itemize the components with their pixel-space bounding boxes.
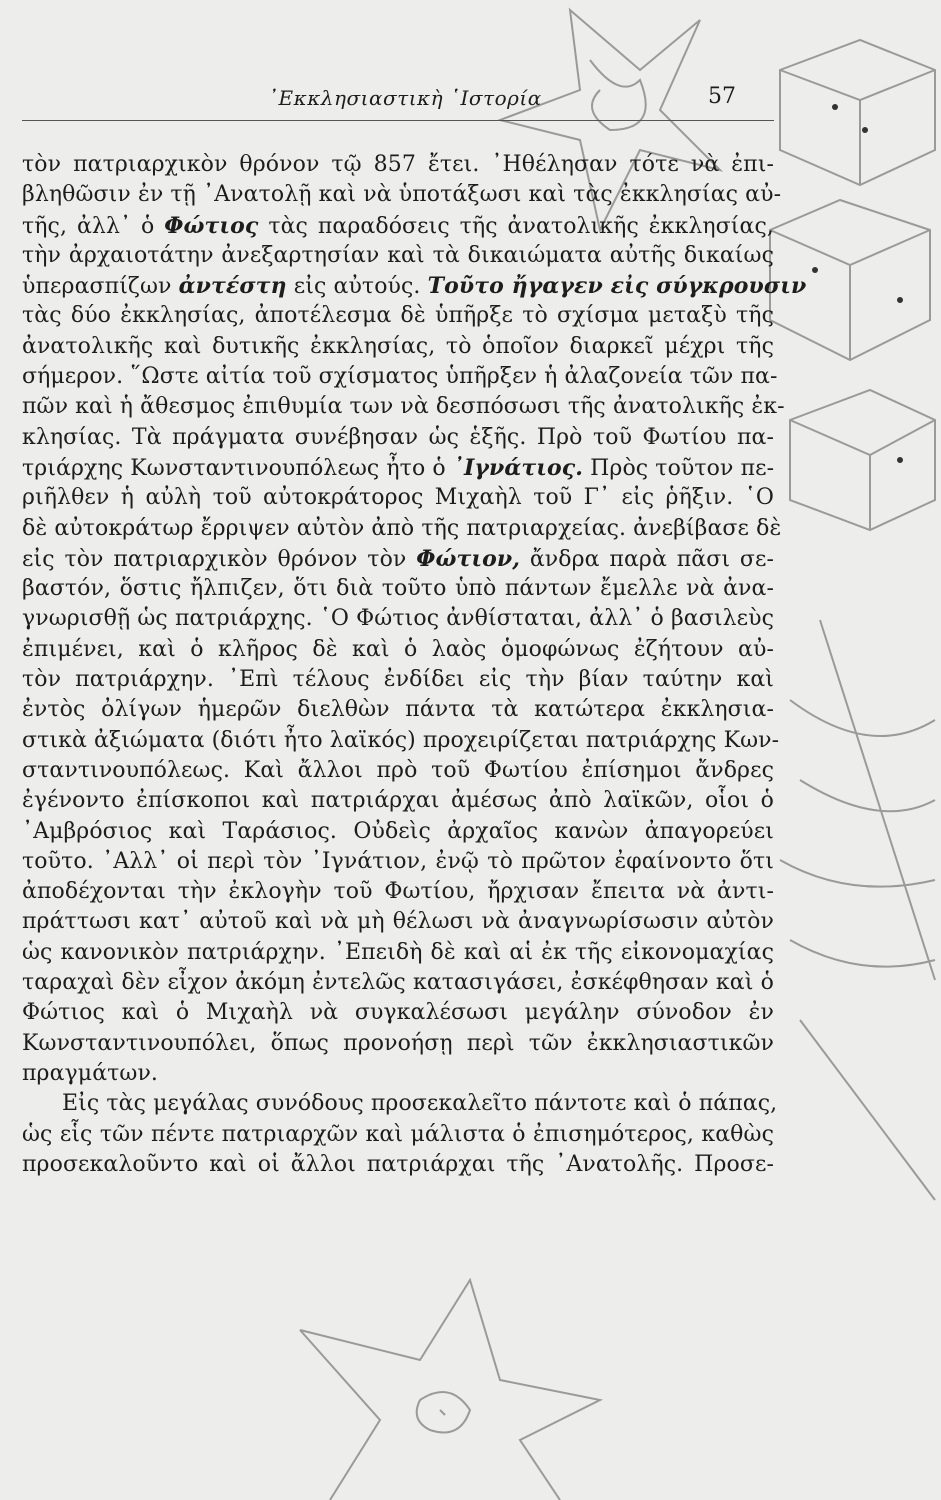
text-line (22, 817, 774, 847)
line-text: δὲ αὐτοκράτωρ ἔρριψεν αὐτὸν ἀπὸ τῆς πατριαρχείας. ἀνεβίβασε δὲ (22, 515, 782, 541)
star-doodle-bottom (300, 1280, 600, 1500)
line-text: πῶν καὶ ἡ ἄθεσμος ἐπιθυμία των νὰ δεσπόσωσι τῆς ἀνατολικῆς ἐκ- (22, 394, 785, 420)
line-text: ἐπιμένει, καὶ ὁ κλῆρος δὲ καὶ ὁ λαὸς ὁμοφώνως ἐζήτουν αὐ- (22, 636, 774, 662)
text-line (22, 514, 782, 544)
text-line (22, 968, 774, 998)
line-text: ὑπερασπίζων (22, 274, 179, 300)
line-text: πραγμάτων. (22, 1060, 159, 1086)
line-text: γνωρισθῇ ὡς πατριάρχης. ῾Ο Φώτιος ἀνθίσταται, ἀλλ᾿ ὁ βασιλεὺς (22, 606, 774, 632)
text-line (22, 756, 774, 786)
text-line (22, 241, 774, 271)
text-line (22, 180, 782, 210)
line-text: τὴν ἀρχαιοτάτην ἀνεξαρτησίαν καὶ τὰ δικαιώματα αὐτῆς δικαίως (22, 242, 774, 268)
text-line (22, 271, 807, 301)
text-line (22, 211, 774, 241)
line-text: Φώτιος καὶ ὁ Μιχαὴλ νὰ συγκαλέσωσι μεγάλην σύνοδον ἐν (22, 1000, 774, 1026)
text-line (22, 786, 774, 816)
line-text: κλησίας. Τὰ πράγματα συνέβησαν ὡς ἑξῆς. Πρὸ τοῦ Φωτίου πα- (22, 424, 774, 450)
text-line (22, 483, 774, 513)
header-rule (22, 120, 774, 121)
text-line (22, 635, 774, 665)
line-text: στικὰ ἀξιώματα (διότι ἦτο λαϊκός) προχειρίζεται πατριάρχης Κων- (22, 727, 780, 753)
line-text: Πρὸς τοῦτον πε- (583, 455, 775, 481)
text-line (22, 1029, 774, 1059)
line-text: ἀποδέχονται τὴν ἐκλογὴν τοῦ Φωτίου, ἤρχισαν ἔπειτα νὰ ἀντι- (22, 879, 774, 905)
text-line (22, 695, 774, 725)
text-line (22, 332, 774, 362)
line-text: τῆς, ἀλλ᾿ ὁ (22, 213, 165, 239)
text-line (22, 726, 780, 756)
text-line (22, 604, 774, 634)
line-text: βαστόν, ὅστις ἤλπιζεν, ὅτι διὰ τοῦτο ὑπὸ πάντων ἔμελλε νὰ ἀνα- (22, 576, 774, 602)
text-line (22, 1150, 774, 1180)
line-text: προσεκαλοῦντο καὶ οἱ ἄλλοι πατριάρχαι τῆς ᾿Ανατολῆς. Προσε- (22, 1151, 774, 1177)
text-line (22, 1120, 774, 1150)
text-line (22, 453, 774, 483)
text-line (22, 665, 774, 695)
line-text: σήμερον. ῞Ωστε αἰτία τοῦ σχίσματος ὑπῆρξεν ἡ ἀλαζονεία τῶν πα- (22, 364, 778, 390)
line-text: ἄνδρα παρὰ πᾶσι σε- (520, 546, 775, 572)
line-text: τὸν πατριαρχικὸν θρόνον τῷ 857 ἔτει. ᾿Ηθέλησαν τότε νὰ ἐπι- (22, 152, 774, 177)
line-text: ριῆλθεν ἡ αὐλὴ τοῦ αὐτοκράτορος Μιχαὴλ τοῦ Γ᾿ εἰς ῥῆξιν. ῾Ο (22, 485, 774, 511)
running-header (0, 84, 941, 124)
line-text: Κωνσταντινουπόλει, ὅπως προνοήσῃ περὶ τῶν ἐκκλησιαστικῶν (22, 1030, 774, 1056)
page-number: 57 (708, 84, 736, 109)
text-line (22, 907, 774, 937)
body-text (22, 150, 807, 1180)
line-text: ᾿Αμβρόσιος καὶ Ταράσιος. Οὐδεὶς ἀρχαῖος κανὼν ἀπαγορεύει (22, 818, 774, 844)
text-line (22, 301, 774, 331)
line-text: τὰς δύο ἐκκλησίας, ἀποτέλεσμα δὲ ὑπῆρξε τὸ σχίσμα μεταξὺ τῆς (22, 303, 774, 329)
line-text: τριάρχης Κωνσταντινουπόλεως ἦτο ὁ (22, 455, 453, 481)
line-text: ταραχαὶ δὲν εἶχον ἀκόμη ἐντελῶς κατασιγάσει, ἐσκέφθησαν καὶ ὁ (22, 970, 774, 996)
running-title: ᾿Εκκλησιαστικὴ ῾Ιστορία (268, 86, 542, 110)
line-text: ἀνατολικῆς καὶ δυτικῆς ἐκκλησίας, τὸ ὁποῖον διαρκεῖ μέχρι τῆς (22, 333, 774, 359)
emphasized-text: ᾿Ιγνάτιος. (452, 454, 584, 481)
line-text: σταντινουπόλεως. Καὶ ἄλλοι πρὸ τοῦ Φωτίου ἐπίσημοι ἄνδρες (22, 757, 774, 783)
emphasized-text: Φώτιον, (416, 545, 521, 572)
text-line (22, 847, 774, 877)
text-line (22, 877, 774, 907)
line-text: ὡς κανονικὸν πατριάρχην. ᾿Επειδὴ δὲ καὶ αἱ ἐκ τῆς εἰκονομαχίας (22, 939, 774, 965)
line-text: ἐγένοντο ἐπίσκοποι καὶ πατριάρχαι ἀμέσως ἀπὸ λαϊκῶν, οἷοι ὁ (22, 788, 774, 814)
line-text: εἰς τὸν πατριαρχικὸν θρόνον τὸν (22, 546, 417, 572)
emphasized-text: ἀντέστη (178, 273, 287, 300)
line-text: Εἰς τὰς μεγάλας συνόδους προσεκαλεῖτο πάντοτε καὶ ὁ πάπας, (62, 1091, 778, 1117)
text-line (22, 998, 774, 1028)
line-text: πράττωσι κατ᾿ αὐτοῦ καὶ νὰ μὴ θέλωσι νὰ ἀναγνωρίσωσιν αὐτὸν (22, 909, 774, 935)
text-line (22, 362, 778, 392)
text-line (22, 574, 774, 604)
text-line (22, 423, 774, 453)
text-line (22, 1089, 778, 1119)
line-text: ἐντὸς ὀλίγων ἡμερῶν διελθὼν πάντα τὰ κατώτερα ἐκκλησια- (22, 697, 774, 723)
line-text: τοῦτο. ᾿Αλλ᾿ οἱ περὶ τὸν ᾿Ιγνάτιον, ἐνῷ τὸ πρῶτον ἐφαίνοντο ὅτι (22, 848, 774, 874)
text-line (22, 544, 774, 574)
emphasized-text: Φώτιος (164, 212, 259, 239)
line-text: εἰς αὐτούς. (286, 274, 428, 300)
line-text: βληθῶσιν ἐν τῇ ᾿Ανατολῇ καὶ νὰ ὑποτάξωσι καὶ τὰς ἐκκλησίας αὐ- (22, 182, 782, 208)
text-line (22, 392, 785, 422)
line-text: τὸν πατριάρχην. ᾿Επὶ τέλους ἐνδίδει εἰς τὴν βίαν ταύτην καὶ (22, 667, 774, 693)
cube-doodle-3 (790, 390, 935, 530)
emphasized-text: Τοῦτο ἤγαγεν εἰς σύγκρουσιν (427, 273, 807, 300)
line-text: ὡς εἷς τῶν πέντε πατριαρχῶν καὶ μάλιστα ὁ ἐπισημότερος, καθὼς (22, 1121, 774, 1147)
text-line (22, 938, 774, 968)
text-line (22, 1059, 774, 1089)
web-doodle-right (780, 620, 935, 1200)
text-line (22, 150, 774, 180)
line-text: τὰς παραδόσεις τῆς ἀνατολικῆς ἐκκλησίας, (258, 213, 774, 239)
